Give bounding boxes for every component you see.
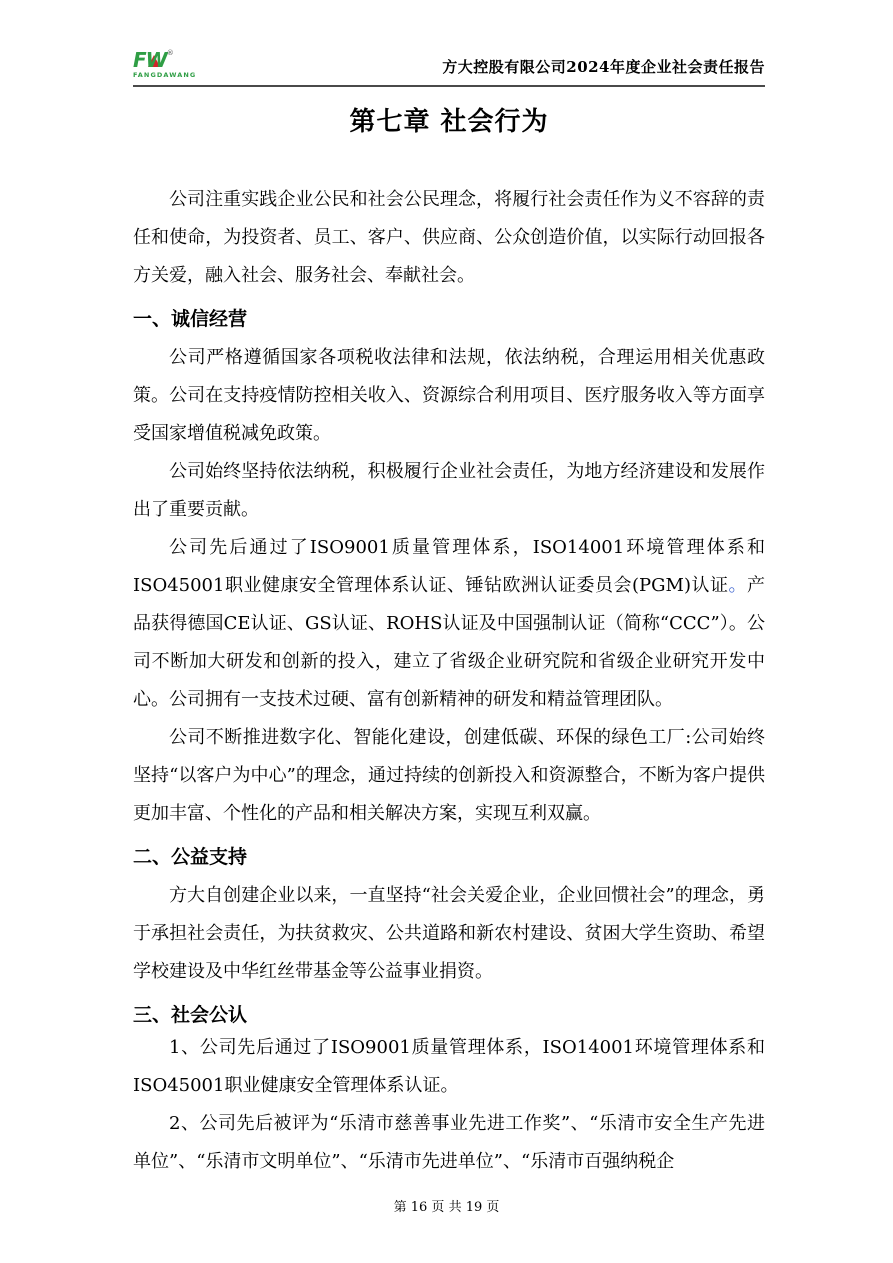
paragraph-certifications (133, 529, 765, 719)
blue-period: 。 (728, 574, 747, 596)
fangdawang-logo (133, 50, 196, 79)
registered-trademark-icon: ® (166, 49, 174, 57)
paragraph-tax-policy: 公司严格遵循国家各项税收法律和法规，依法纳税，合理运用相关优惠政策。公司在支持疫情防控相关收入、资源综合利用项目、医疗服务收入等方面享受国家增值税减免政策。 (133, 346, 765, 444)
chapter-title: 第七章 社会行为 (349, 106, 549, 137)
paragraph-digitalization: 公司不断推进数字化、智能化建设，创建低碳、环保的绿色工厂:公司始终坚持“以客户为中心”的理念，通过持续的创新投入和资源整合，不断为客户提供更加丰富、个性化的产品和相关解决方案，实现互利双赢。 (133, 726, 765, 824)
section-heading-charity: 二、公益支持 (133, 845, 248, 868)
page-number: 第 16 页 共 19 页 (393, 1200, 500, 1215)
logo-subtext: FANGDAWANG (133, 71, 197, 79)
section-heading-integrity: 一、诚信经营 (133, 307, 248, 330)
logo-mark-row (133, 50, 174, 70)
section-heading-recognition: 三、社会公认 (133, 1003, 248, 1026)
paragraph-recognition-1: 1、公司先后通过了ISO9001质量管理体系，ISO14001环境管理体系和ISO45001职业健康安全管理体系认证。 (133, 1036, 765, 1096)
paragraph-recognition-2: 2、公司先后被评为“乐清市慈善事业先进工作奖”、“乐清市安全生产先进单位”、“乐清市文明单位”、“乐清市先进单位”、“乐清市百强纳税企 (133, 1112, 765, 1172)
paragraph-tax-contribution: 公司始终坚持依法纳税，积极履行企业社会责任，为地方经济建设和发展作出了重要贡献。 (133, 460, 765, 520)
paragraph-charity: 方大自创建企业以来，一直坚持“社会关爱企业，企业回惯社会”的理念，勇于承担社会责任，为扶贫救灾、公共道路和新农村建设、贫困大学生资助、希望学校建设及中华红丝带基金等公益事业捐资。 (133, 884, 765, 982)
intro-paragraph: 公司注重实践企业公民和社会公民理念，将履行社会责任作为义不容辞的责任和使命，为投资者、员工、客户、供应商、公众创造价值，以实际行动回报各方关爱，融入社会、服务社会、奉献社会。 (133, 188, 765, 286)
cert-text-after: 产品获得德国CE认证、GS认证、ROHS认证及中国强制认证（简称“CCC”）。公司不断加大研发和创新的投入，建立了省级企业研究院和省级企业研究开发中心。公司拥有一支技术过硬、富有创新精神的研发和精益管理团队。 (133, 574, 765, 710)
cert-text-before: 公司先后通过了ISO9001质量管理体系，ISO14001环境管理体系和ISO45001职业健康安全管理体系认证、锤钻欧洲认证委员会(PGM)认证 (133, 536, 765, 596)
page-header (133, 0, 765, 87)
logo-mark-text: FW (133, 48, 167, 72)
report-title: 方大控股有限公司2024年度企业社会责任报告 (442, 57, 765, 76)
